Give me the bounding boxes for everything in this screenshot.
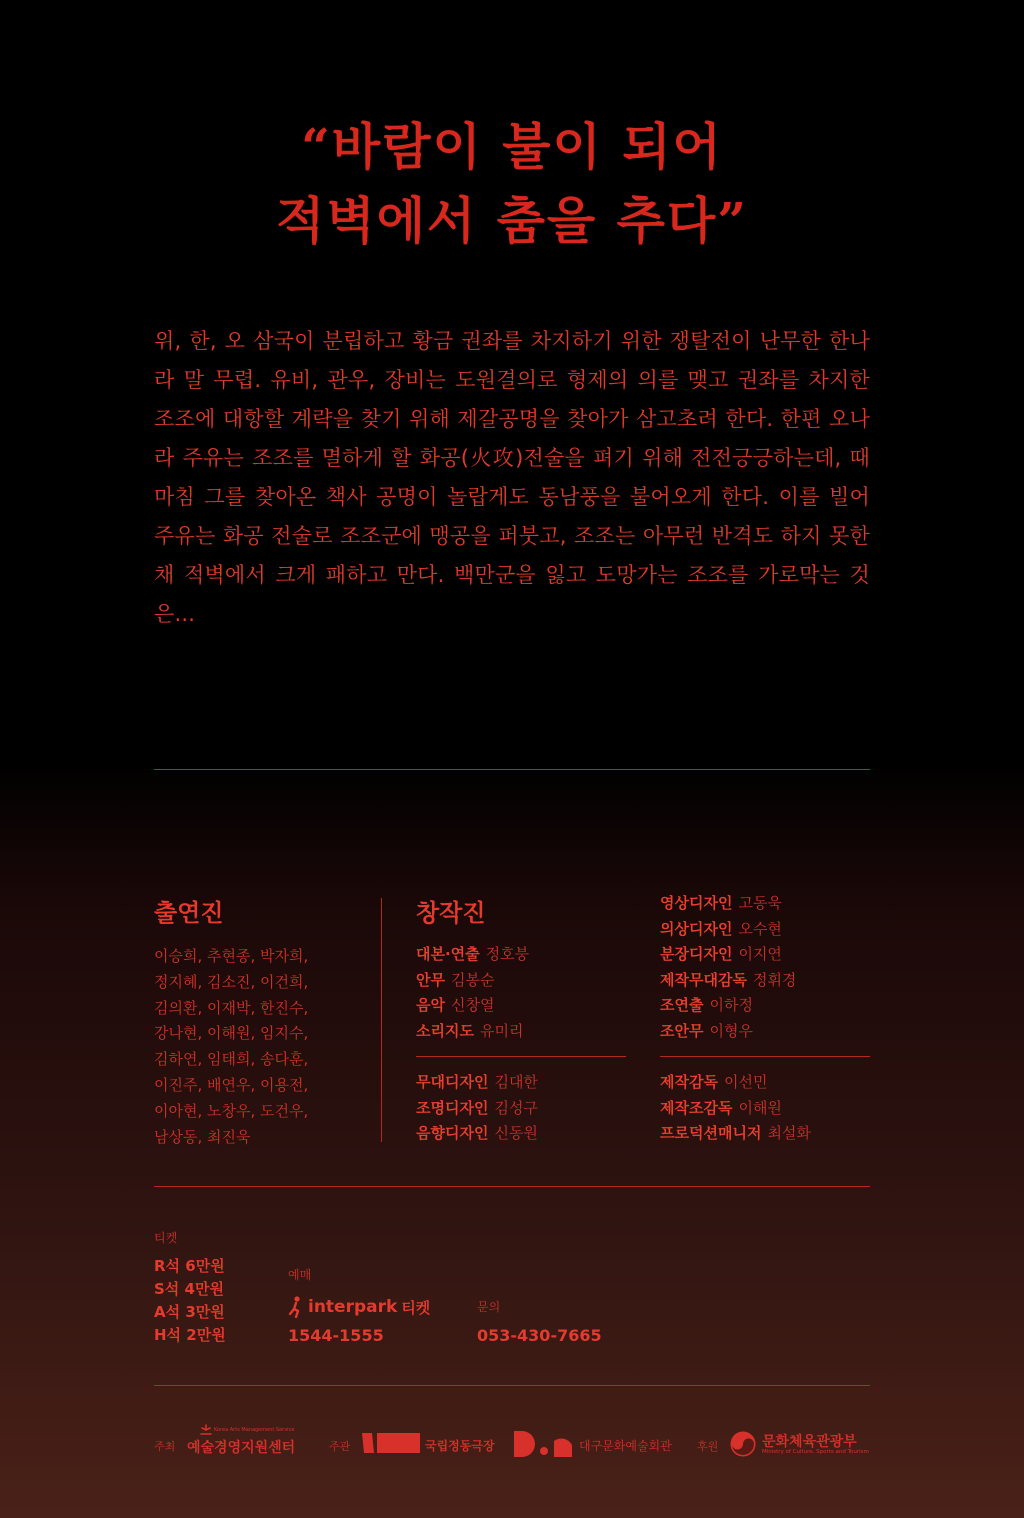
cast-line: 이아현, 노창우, 도건우,: [154, 1101, 309, 1120]
credit-row: [660, 1121, 870, 1147]
credit-role: 조연출: [660, 996, 704, 1014]
credit-row: [416, 1121, 626, 1147]
column-divider: [381, 898, 382, 1142]
host-label: 주최: [154, 1440, 176, 1453]
creative-credits: [416, 942, 626, 1147]
credit-name: 신창열: [450, 996, 495, 1014]
jeongdong-logo-icon: [362, 1433, 420, 1453]
price-item: R석 6만원: [154, 1257, 225, 1275]
organizer-label: 주관: [329, 1440, 351, 1453]
credit-row: [416, 1096, 626, 1122]
credits-divider: [416, 1056, 626, 1057]
credit-row: [660, 891, 870, 917]
credit-row: [660, 1070, 870, 1096]
credit-name: 이해원: [738, 1098, 782, 1117]
interpark-ticket-suffix: 티켓: [401, 1298, 431, 1317]
credit-name: 신동원: [494, 1124, 538, 1142]
credit-row: [660, 968, 870, 994]
booking-phone: 1544-1555: [288, 1326, 384, 1345]
credit-name: 김대한: [494, 1073, 538, 1091]
credit-role: 음악: [416, 996, 445, 1014]
inquiry-label: 문의: [477, 1300, 501, 1314]
kams-logo-icon: [198, 1424, 214, 1438]
credit-name: 김봉순: [450, 970, 495, 989]
credit-role: 대본·연출: [416, 945, 480, 963]
credit-row: [416, 942, 626, 968]
divider-bottom: [154, 1385, 870, 1386]
cast-line: 이승희, 추현종, 박자희,: [154, 947, 309, 965]
credit-role: 소리지도: [416, 1021, 474, 1040]
taegeuk-icon: [730, 1431, 756, 1457]
host-name-en: Korea Arts Management Service: [214, 1427, 295, 1433]
synopsis-text: 위, 한, 오 삼국이 분립하고 황금 권좌를 차지하기 위한 쟁탈전이 난무한 한나라 말 무렵. 유비, 관우, 장비는 도원결의로 형제의 의를 맺고 권좌를 차지한 조조에 대항할 계략을 찾기 위해 제갈공명을 찾아가 삼고초려 한다. 한편 오나라 주유는 조조를 멸하게 할 화공(火攻)전술을 펴기 위해 전전긍긍하는데, 때마침 그를 찾아온 책사 공명이 놀랍게도 동남풍을 불어오게 한다. 이를 빌어 주유는 화공 전술로 조조군에 맹공을 퍼붓고, 조조는 아무런 반격도 하지 못한 채 적벽에서 크게 패하고 만다. 백만군을 잃고 도망가는 조조를 가로막는 것은...: [154, 329, 870, 626]
credit-row: [416, 993, 626, 1019]
cast-line: 남상동, 최진욱: [154, 1127, 251, 1146]
divider-top: [154, 769, 870, 770]
headline-line-1: “바람이 불이 되어: [301, 117, 723, 176]
creative-heading: 창작진: [416, 899, 486, 927]
cast-line: 강나현, 이해원, 임지수,: [154, 1024, 309, 1043]
credit-name: 이형우: [709, 1021, 753, 1040]
credit-name: 이지연: [738, 945, 782, 963]
headline: [0, 110, 1024, 258]
support-name: 문화체육관광부: [762, 1434, 857, 1450]
credit-role: 무대디자인: [416, 1073, 489, 1091]
price-item: H석 2만원: [154, 1326, 226, 1344]
ticket-label: 티켓: [154, 1231, 178, 1245]
price-item: A석 3만원: [154, 1303, 225, 1321]
credit-role: 제작무대감독: [660, 970, 747, 989]
credit-name: 최설화: [767, 1124, 811, 1142]
credit-role: 분장디자인: [660, 945, 733, 963]
credit-row: [660, 1096, 870, 1122]
credit-role: 영상디자인: [660, 894, 733, 912]
cast-line: 김의환, 이재박, 한진수,: [154, 998, 309, 1017]
credit-role: 프로덕션매니저: [660, 1124, 762, 1142]
cast-line: 이진주, 배연우, 이용전,: [154, 1075, 309, 1094]
credit-name: 오수현: [738, 919, 782, 938]
credit-row: [660, 1019, 870, 1045]
inquiry-phone: 053-430-7665: [477, 1326, 602, 1345]
host-name: 예술경영지원센터: [187, 1440, 296, 1456]
cast-line: 김하연, 임태희, 송다훈,: [154, 1050, 309, 1069]
credit-name: 고동욱: [738, 894, 782, 912]
interpark-wordmark: interpark: [308, 1297, 398, 1317]
credit-row: [660, 942, 870, 968]
credit-name: 유미리: [479, 1021, 524, 1040]
credit-row: [416, 968, 626, 994]
credit-row: [660, 917, 870, 943]
credit-role: 음향디자인: [416, 1124, 489, 1142]
credit-role: 안무: [416, 970, 445, 989]
divider-middle: [154, 1186, 870, 1187]
credit-name: 김성구: [494, 1098, 538, 1117]
interpark-logo: [288, 1296, 430, 1318]
credit-name: 정휘경: [752, 970, 797, 989]
credit-row: [416, 1070, 626, 1096]
headline-line-2: 적벽에서 춤을 추다”: [276, 191, 748, 250]
credit-role: 제작감독: [660, 1073, 718, 1091]
runner-icon: [288, 1296, 304, 1318]
organizer2-name: 대구문화예술회관: [579, 1439, 672, 1453]
credit-name: 이하정: [709, 996, 753, 1014]
credit-role: 제작조감독: [660, 1098, 733, 1117]
credit-role: 조명디자인: [416, 1098, 489, 1117]
credit-row: [416, 1019, 626, 1045]
cast-list: [154, 944, 354, 1150]
support-label: 후원: [697, 1440, 719, 1453]
booking-label: 예매: [288, 1268, 312, 1282]
cast-heading: 출연진: [154, 899, 224, 927]
staff-credits: [660, 891, 870, 1147]
credit-name: 정호붕: [485, 945, 530, 963]
daegu-arts-logo-icon: [514, 1431, 572, 1457]
credit-row: [660, 993, 870, 1019]
price-item: S석 4만원: [154, 1280, 224, 1298]
credits-divider: [660, 1056, 870, 1057]
support-name-en: Ministry of Culture, Sports and Tourism: [762, 1449, 869, 1455]
credit-name: 이선민: [723, 1073, 768, 1091]
price-list: [154, 1255, 226, 1347]
cast-line: 정지혜, 김소진, 이건희,: [154, 972, 309, 991]
credit-role: 조안무: [660, 1021, 704, 1040]
credit-role: 의상디자인: [660, 919, 733, 938]
organizer1-name: 국립정동극장: [425, 1439, 495, 1453]
